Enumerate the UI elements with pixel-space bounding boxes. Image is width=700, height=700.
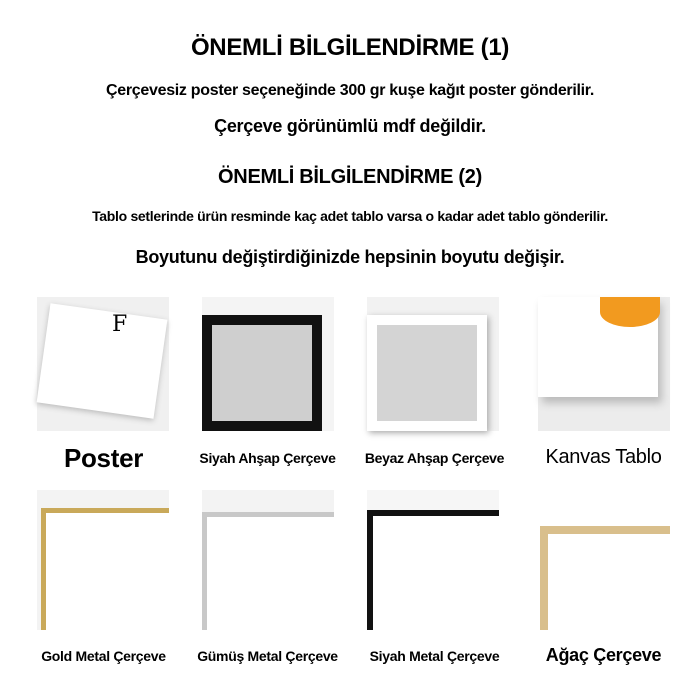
- notice-1-line-1: Çerçevesiz poster seçeneğinde 300 gr kuşe kağıt poster gönderilir.: [106, 82, 594, 99]
- notice-1-title: ÖNEMLİ BİLGİLENDİRME (1): [190, 34, 510, 61]
- option-label-wood: Ağaç Çerçeve: [545, 645, 662, 665]
- notice-1-line-2: Çerçeve görünümlü mdf değildir.: [214, 116, 486, 136]
- notice-2-line-2: Boyutunu değiştirdiğinizde hepsinin boyutu değişir.: [135, 247, 565, 267]
- option-label-silver-metal: Gümüş Metal Çerçeve: [197, 648, 338, 664]
- option-label-black-wood: Siyah Ahşap Çerçeve: [199, 450, 336, 466]
- poster-image: F: [37, 297, 169, 431]
- gold-metal-frame-image: [37, 490, 169, 630]
- notice-2-title: ÖNEMLİ BİLGİLENDİRME (2): [218, 166, 482, 188]
- option-label-canvas: Kanvas Tablo: [545, 446, 662, 468]
- wood-frame-image: [538, 490, 670, 630]
- option-label-gold-metal: Gold Metal Çerçeve: [41, 648, 166, 664]
- silver-metal-frame-image: [202, 490, 334, 630]
- notice-2-line-1: Tablo setlerinde ürün resminde kaç adet tablo varsa o kadar adet tablo gönderilir.: [92, 208, 608, 224]
- canvas-image: [538, 297, 670, 431]
- white-wood-frame-image: [367, 297, 499, 431]
- option-label-poster: Poster: [63, 443, 144, 473]
- option-label-white-wood: Beyaz Ahşap Çerçeve: [364, 450, 505, 466]
- black-wood-frame-image: [202, 297, 334, 431]
- black-metal-frame-image: [367, 490, 499, 630]
- option-label-black-metal: Siyah Metal Çerçeve: [369, 648, 500, 664]
